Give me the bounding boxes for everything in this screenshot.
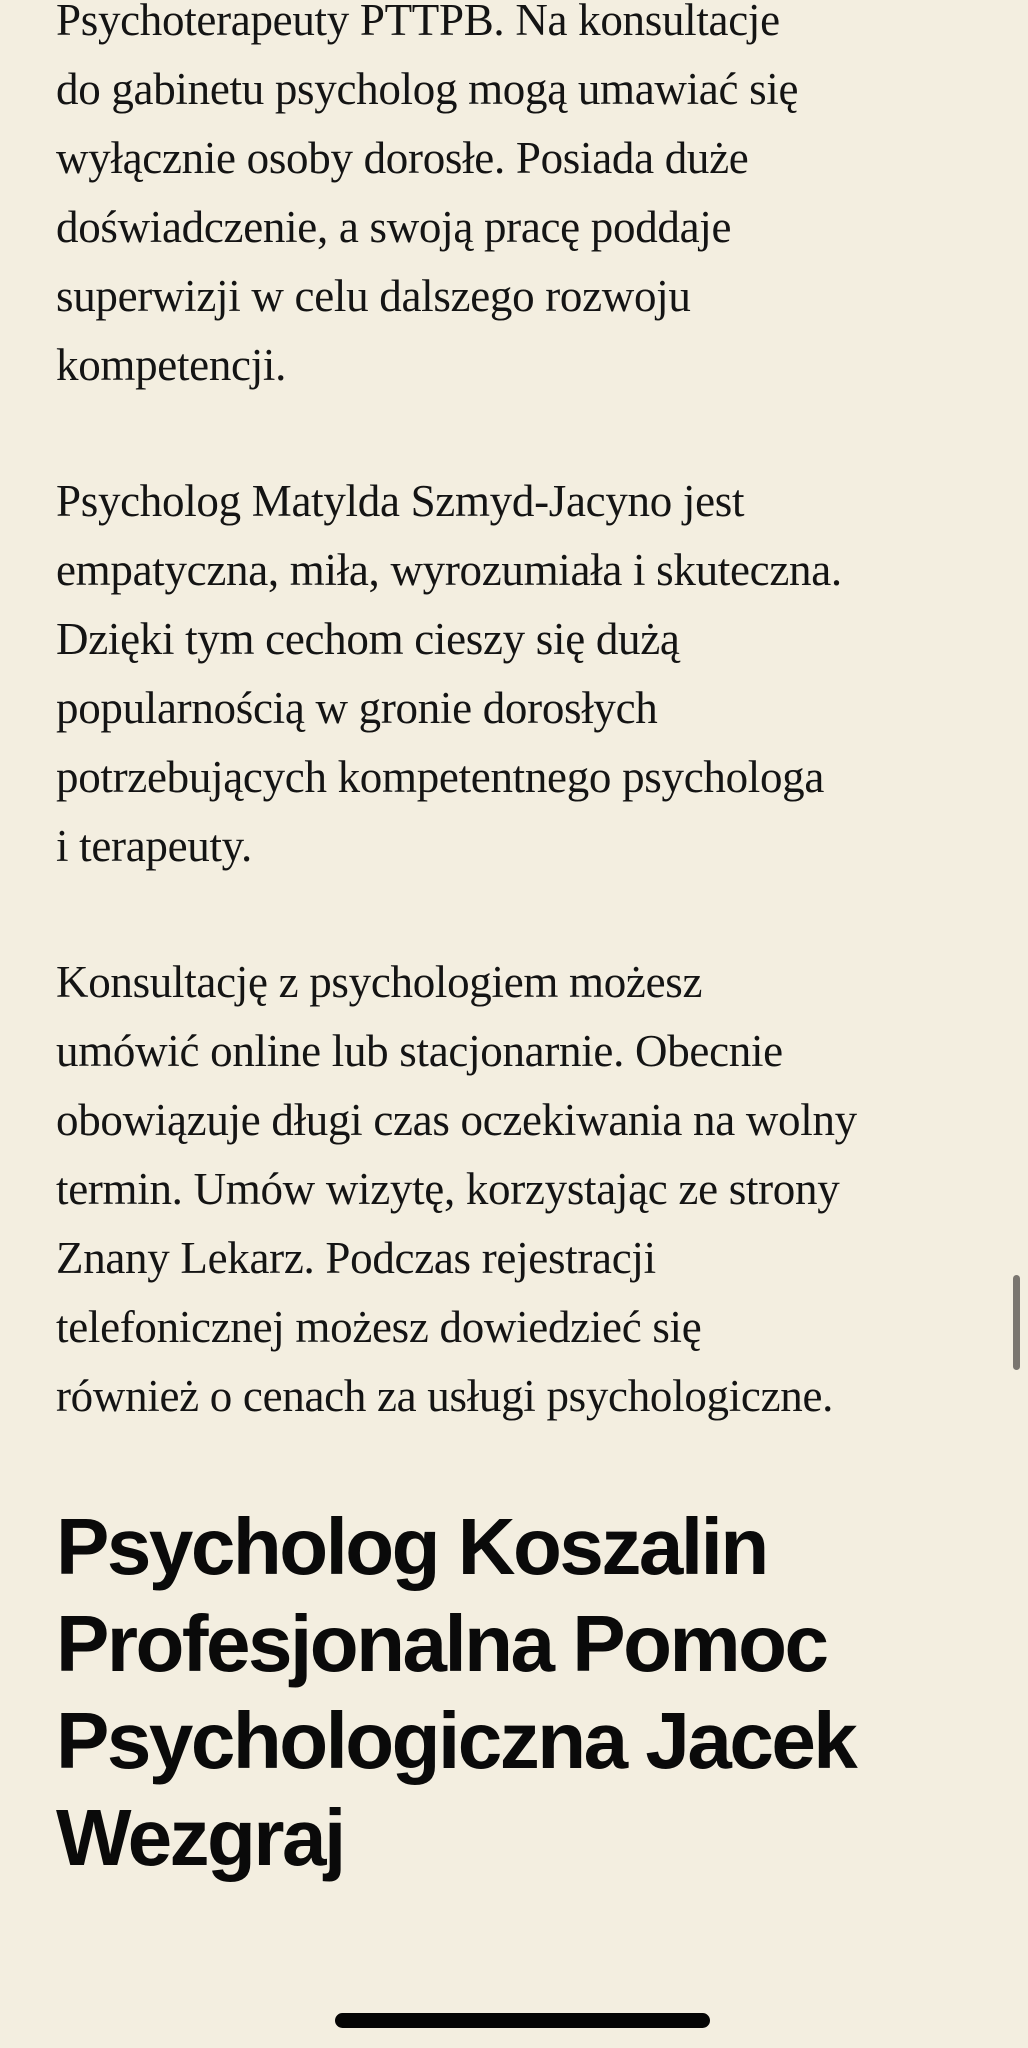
text-line: potrzebujących kompetentnego psychologa bbox=[56, 752, 825, 802]
home-indicator[interactable] bbox=[335, 2013, 710, 2028]
text-line: telefonicznej możesz dowiedzieć się bbox=[56, 1302, 702, 1352]
text-line: kompetencji. bbox=[56, 340, 287, 390]
text-line: obowiązuje długi czas oczekiwania na wolny bbox=[56, 1095, 857, 1145]
heading-line: Psycholog Koszalin bbox=[56, 1502, 767, 1591]
text-line: termin. Umów wizytę, korzystając ze strony bbox=[56, 1164, 840, 1214]
heading-line: Psychologiczna Jacek bbox=[56, 1696, 856, 1785]
paragraph-therapist-intro bbox=[56, 0, 996, 400]
text-line: Dzięki tym cechom cieszy się dużą bbox=[56, 614, 680, 664]
heading-line: Wezgraj bbox=[56, 1793, 344, 1882]
article-content bbox=[56, 0, 996, 1886]
text-line: superwizji w celu dalszego rozwoju bbox=[56, 271, 691, 321]
paragraph-therapist-traits bbox=[56, 467, 996, 881]
text-line: do gabinetu psycholog mogą umawiać się bbox=[56, 64, 799, 114]
text-line: empatyczna, miła, wyrozumiała i skuteczna. bbox=[56, 545, 842, 595]
section-heading bbox=[56, 1498, 996, 1886]
text-line: wyłącznie osoby dorosłe. Posiada duże bbox=[56, 133, 749, 183]
text-line: Psycholog Matylda Szmyd-Jacyno jest bbox=[56, 476, 745, 526]
vertical-scrollbar[interactable] bbox=[1013, 1275, 1020, 1370]
text-line: Konsultację z psychologiem możesz bbox=[56, 957, 703, 1007]
heading-line: Profesjonalna Pomoc bbox=[56, 1599, 827, 1688]
paragraph-booking-info bbox=[56, 948, 996, 1431]
text-line: i terapeuty. bbox=[56, 821, 252, 871]
text-line: umówić online lub stacjonarnie. Obecnie bbox=[56, 1026, 783, 1076]
text-line: Psychoterapeuty PTTPB. Na konsultacje bbox=[56, 0, 780, 45]
text-line: Znany Lekarz. Podczas rejestracji bbox=[56, 1233, 656, 1283]
text-line: doświadczenie, a swoją pracę poddaje bbox=[56, 202, 732, 252]
text-line: popularnością w gronie dorosłych bbox=[56, 683, 658, 733]
text-line: również o cenach za usługi psychologiczne. bbox=[56, 1371, 834, 1421]
